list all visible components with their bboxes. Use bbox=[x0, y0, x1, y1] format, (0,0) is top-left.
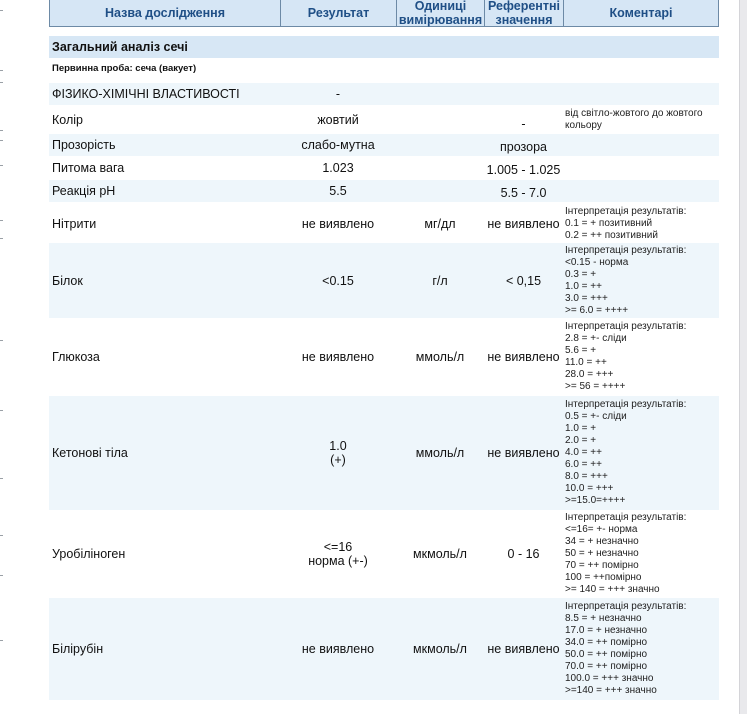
comment bbox=[563, 243, 719, 318]
result-value: не виявлено bbox=[301, 216, 375, 231]
comment-line: >=140 = +++ значно bbox=[565, 685, 657, 696]
reference-value: не виявлено bbox=[487, 446, 560, 460]
comment-line: 34.0 = ++ помірно bbox=[565, 637, 648, 648]
unit-value bbox=[396, 107, 484, 133]
comment bbox=[563, 318, 719, 396]
section-title: Загальний аналіз сечі bbox=[49, 36, 719, 58]
result-value: - bbox=[335, 87, 341, 101]
comment-line: <=16= +- норма bbox=[565, 524, 638, 535]
result-line: норма (+-) bbox=[308, 554, 368, 568]
result-value: 1.023 bbox=[322, 161, 354, 175]
table-row bbox=[49, 598, 719, 700]
reference-value: 5.5 - 7.0 bbox=[500, 186, 547, 200]
comment bbox=[563, 396, 719, 510]
table-row bbox=[49, 243, 719, 318]
comment-line: Інтерпретація результатів: bbox=[565, 512, 687, 523]
header-reference: Референтні значення bbox=[485, 0, 564, 26]
comment-line: <0.15 - норма bbox=[565, 256, 629, 268]
test-name: Реакція pH bbox=[52, 184, 116, 198]
reference-value: не виявлено bbox=[487, 350, 560, 364]
result-value bbox=[280, 396, 396, 510]
header-comments: Коментарі bbox=[609, 5, 673, 20]
page-margin-marks bbox=[0, 0, 6, 714]
result-value: не виявлено bbox=[301, 350, 375, 364]
table-row bbox=[49, 510, 719, 598]
comment-line: Інтерпретація результатів: bbox=[565, 399, 687, 410]
comment-line: 1.0 = + bbox=[565, 423, 597, 434]
table-row bbox=[49, 396, 719, 510]
comment-line: від світло-жовтого до жовтого bbox=[565, 108, 703, 119]
table-row bbox=[49, 157, 719, 179]
table-row bbox=[49, 318, 719, 396]
comment-line: 100.0 = +++ значно bbox=[565, 673, 654, 684]
comment-line: 11.0 = ++ bbox=[565, 357, 607, 368]
reference-value bbox=[484, 83, 563, 105]
unit-value: мкмоль/л bbox=[413, 547, 467, 561]
comment-line: 6.0 = ++ bbox=[565, 459, 602, 470]
unit-value bbox=[396, 134, 484, 156]
test-name: Нітрити bbox=[52, 216, 97, 231]
comment-line: 100 = ++помірно bbox=[565, 572, 642, 583]
result-value: жовтий bbox=[317, 113, 359, 127]
comment-line: 5.6 = + bbox=[565, 345, 597, 356]
header-result: Результат bbox=[281, 0, 397, 26]
table-row bbox=[49, 180, 719, 202]
test-name: ФІЗИКО-ХІМІЧНІ ВЛАСТИВОСТІ bbox=[52, 87, 240, 101]
test-name: Білірубін bbox=[52, 642, 104, 656]
comment bbox=[563, 157, 719, 179]
result-line: <=16 bbox=[323, 540, 353, 554]
unit-value: мг/дл bbox=[424, 216, 456, 231]
reference-value: - bbox=[521, 117, 526, 131]
comment-line: 4.0 = ++ bbox=[565, 447, 602, 458]
comment-line: >= 56 = ++++ bbox=[565, 381, 626, 392]
page-edge bbox=[739, 0, 747, 714]
comment-line: Інтерпретація результатів: bbox=[565, 244, 687, 256]
result-line: 1.0 bbox=[329, 439, 347, 453]
comment bbox=[563, 180, 719, 202]
test-name: Колір bbox=[52, 113, 83, 127]
table-row bbox=[49, 83, 719, 105]
comment-line: кольору bbox=[565, 120, 602, 131]
result-value: <0.15 bbox=[322, 273, 354, 288]
comment bbox=[563, 134, 719, 156]
comment-line: 70 = ++ помірно bbox=[565, 560, 639, 571]
comment-line: 8.5 = + незначно bbox=[565, 613, 642, 624]
unit-value: ммоль/л bbox=[415, 350, 465, 364]
comment-line: 28.0 = +++ bbox=[565, 369, 614, 380]
table-row bbox=[49, 134, 719, 156]
unit-value: ммоль/л bbox=[415, 446, 465, 460]
comment-line: Інтерпретація результатів: bbox=[565, 321, 687, 332]
test-name: Глюкоза bbox=[52, 350, 100, 364]
test-name: Кетонові тіла bbox=[52, 446, 128, 460]
comment-line: 0.3 = + bbox=[565, 268, 597, 280]
result-value: 5.5 bbox=[329, 184, 347, 198]
comment bbox=[563, 107, 719, 133]
comment-line: 0.2 = ++ позитивний bbox=[565, 229, 658, 241]
comment-line: 2.8 = +- сліди bbox=[565, 333, 627, 344]
comment bbox=[563, 598, 719, 700]
table-row bbox=[49, 107, 719, 133]
comment-line: 50 = + незначно bbox=[565, 548, 639, 559]
sample-info: Первинна проба: сеча (вакует) bbox=[52, 63, 197, 74]
unit-value bbox=[396, 180, 484, 202]
unit-value bbox=[396, 157, 484, 179]
header-test-name: Назва дослідження bbox=[50, 0, 281, 26]
comment-line: 3.0 = +++ bbox=[565, 292, 608, 304]
comment bbox=[563, 83, 719, 105]
comment-line: Інтерпретація результатів: bbox=[565, 205, 687, 217]
reference-value: не виявлено bbox=[487, 642, 560, 656]
result-value bbox=[280, 510, 396, 598]
table-row bbox=[49, 204, 719, 243]
reference-value: не виявлено bbox=[487, 216, 560, 231]
comment-line: 34 = + незначно bbox=[565, 536, 639, 547]
comment-line: 8.0 = +++ bbox=[565, 471, 608, 482]
test-name: Прозорість bbox=[52, 138, 116, 152]
comment-line: 17.0 = + незначно bbox=[565, 625, 648, 636]
comment-line: Інтерпретація результатів: bbox=[565, 601, 687, 612]
reference-value: 0 - 16 bbox=[507, 547, 540, 561]
comment-line: >= 140 = +++ значно bbox=[565, 584, 660, 595]
comment-line: 2.0 = + bbox=[565, 435, 597, 446]
comment-line: 0.1 = + позитивний bbox=[565, 217, 653, 229]
comment-line: 50.0 = ++ помірно bbox=[565, 649, 648, 660]
result-value: слабо-мутна bbox=[301, 138, 375, 152]
unit-value bbox=[396, 83, 484, 105]
comment-line: 10.0 = +++ bbox=[565, 483, 614, 494]
test-name: Питома вага bbox=[52, 161, 125, 175]
comment-line: >= 6.0 = ++++ bbox=[565, 304, 629, 316]
comment-line: 0.5 = +- сліди bbox=[565, 411, 627, 422]
unit-value: г/л bbox=[432, 273, 448, 288]
comment-line: >=15.0=++++ bbox=[565, 495, 626, 506]
header-units: Одиниці вимірювання bbox=[397, 0, 485, 26]
comment-line: 1.0 = ++ bbox=[565, 280, 602, 292]
comment bbox=[563, 510, 719, 598]
reference-value: 1.005 - 1.025 bbox=[486, 163, 561, 177]
comment bbox=[563, 204, 719, 243]
table-header bbox=[49, 0, 719, 27]
test-name: Уробіліноген bbox=[52, 547, 126, 561]
unit-value: мкмоль/л bbox=[413, 642, 467, 656]
comment-line: 70.0 = ++ помірно bbox=[565, 661, 648, 672]
result-value: не виявлено bbox=[301, 642, 375, 656]
reference-value: < 0,15 bbox=[505, 273, 542, 288]
test-name: Білок bbox=[52, 273, 83, 288]
reference-value: прозора bbox=[500, 140, 547, 154]
result-line: (+) bbox=[330, 453, 346, 467]
